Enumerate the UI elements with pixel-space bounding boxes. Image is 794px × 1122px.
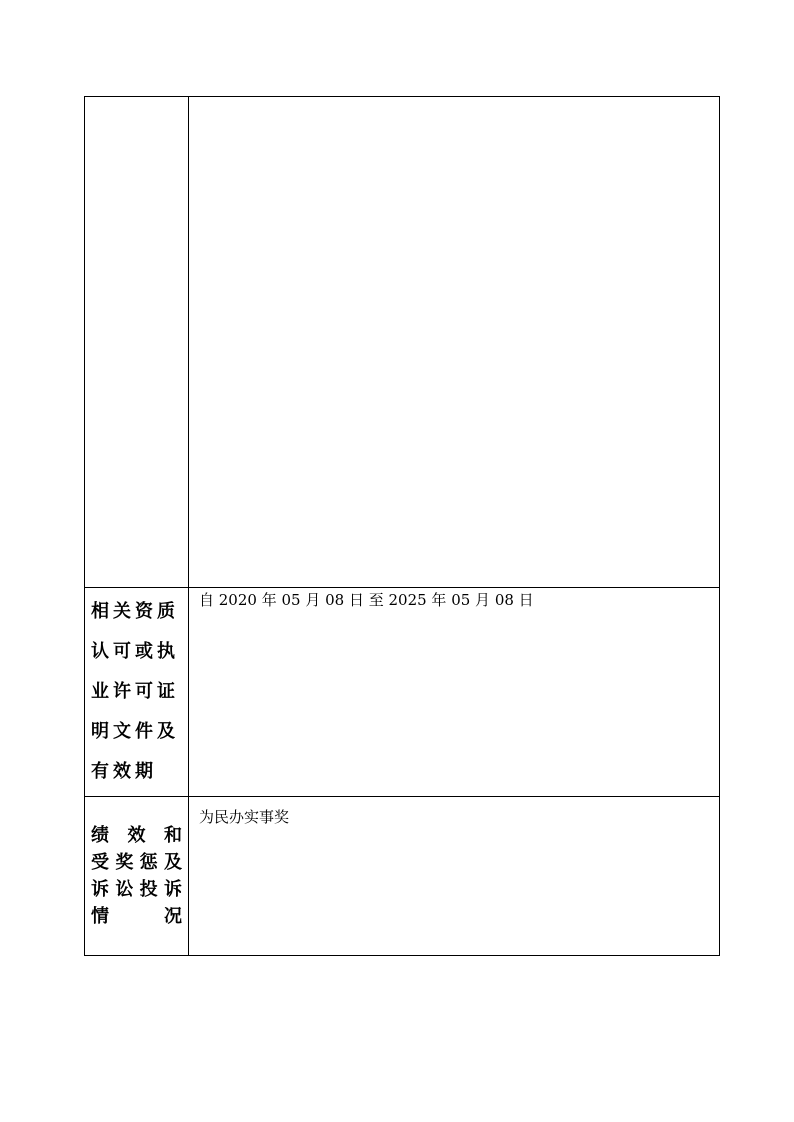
label-char: 况 bbox=[164, 906, 182, 927]
previous-section-label-cell bbox=[85, 97, 189, 588]
label-char: 情 bbox=[91, 906, 109, 927]
performance-label bbox=[85, 797, 189, 956]
label-char: 投 bbox=[139, 879, 158, 900]
qualification-label-line: 业许可证 bbox=[91, 681, 179, 702]
label-char: 奖 bbox=[115, 852, 134, 873]
performance-label-line bbox=[91, 822, 182, 849]
previous-section-content-cell bbox=[189, 97, 720, 588]
performance-row bbox=[85, 797, 720, 956]
info-table bbox=[84, 96, 720, 956]
performance-label-line bbox=[91, 903, 182, 930]
qualification-label-line: 明文件及 bbox=[91, 721, 179, 742]
label-char: 受 bbox=[91, 852, 109, 873]
label-char: 惩 bbox=[139, 852, 158, 873]
qualification-label-line: 相关资质 bbox=[91, 601, 179, 622]
performance-awards-cell bbox=[189, 797, 720, 956]
label-char: 和 bbox=[164, 825, 182, 846]
label-char: 效 bbox=[127, 825, 146, 846]
qualification-label bbox=[85, 588, 189, 797]
label-char: 绩 bbox=[91, 825, 109, 846]
performance-label-line bbox=[91, 849, 182, 876]
label-char: 诉 bbox=[91, 879, 109, 900]
label-char: 讼 bbox=[115, 879, 134, 900]
qualification-row bbox=[85, 588, 720, 797]
qualification-validity-text: 自 2020 年 05 月 08 日 至 2025 年 05 月 08 日 bbox=[199, 591, 534, 609]
qualification-validity-cell bbox=[189, 588, 720, 797]
qualification-label-line: 认可或执 bbox=[91, 641, 179, 662]
qualification-label-line: 有效期 bbox=[91, 761, 157, 782]
performance-label-line bbox=[91, 876, 182, 903]
performance-awards-text: 为民办实事奖 bbox=[199, 808, 290, 826]
label-char: 诉 bbox=[163, 879, 182, 900]
label-char: 及 bbox=[163, 852, 182, 873]
previous-section-row bbox=[85, 97, 720, 588]
